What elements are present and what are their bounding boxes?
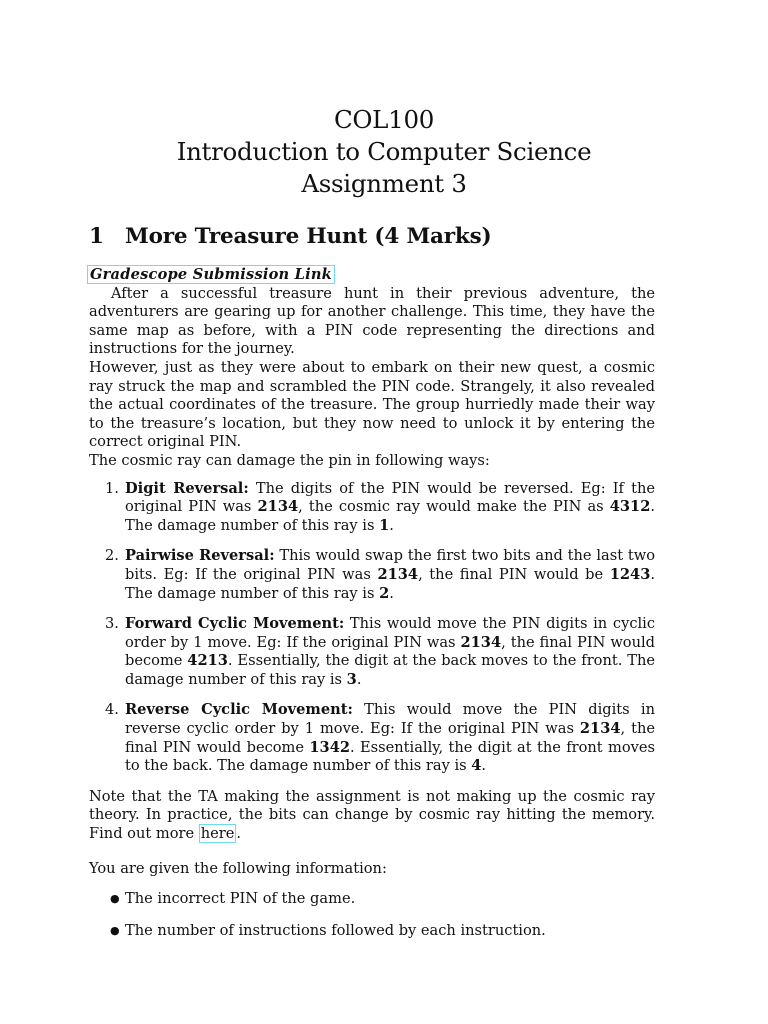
list-item	[89, 547, 655, 603]
item-text: This would move the PIN digits in cyclic order by 1 move. Eg: If the original PIN was	[125, 615, 655, 651]
item-bold: 3	[346, 670, 357, 688]
item-text: . The damage number of this ray is	[125, 565, 655, 602]
item-number: 4.	[105, 701, 119, 719]
list-item	[89, 890, 655, 909]
item-bold: 2134	[460, 633, 502, 651]
item-text: .	[389, 584, 394, 602]
item-text: , the final PIN would become	[125, 720, 655, 756]
here-link[interactable]: here	[200, 825, 235, 843]
item-bold: 2134	[257, 498, 299, 516]
item-text: .	[389, 516, 394, 534]
item-bold: 4312	[609, 498, 651, 516]
item-bold: 1	[379, 516, 390, 534]
item-text: , the cosmic ray would make the PIN as	[298, 498, 610, 516]
note-paragraph	[89, 788, 655, 844]
item-text: .	[356, 670, 362, 688]
bullet-icon: ●	[110, 892, 120, 906]
title-block	[0, 104, 768, 200]
item-number: 3.	[105, 615, 119, 633]
item-number: 1.	[105, 479, 119, 497]
note-text: Note that the TA making the assignment is not making up the cosmic ray theory. In practice, the bits can change by cosmic ray hitting the memory. Find out more	[89, 787, 655, 843]
bullet-icon: ●	[110, 923, 120, 937]
given-intro: You are given the following information:	[89, 859, 387, 877]
item-bold: 2134	[377, 565, 419, 583]
problem-paragraph: However, just as they were about to embark on their new quest, a cosmic ray struck the map and scrambled the PIN code. Strangely, it also revealed the actual coordinates of the treasure. The group hurriedly made their way to the treasure’s location, but they now need to unlock it by entering the correct original PIN.	[89, 358, 655, 451]
item-bold: 1342	[309, 738, 351, 756]
item-bold: 2	[379, 584, 390, 602]
item-label: Forward Cyclic Movement:	[125, 615, 345, 633]
course-name: Introduction to Computer Science	[176, 137, 592, 166]
item-bold: 4	[471, 757, 482, 775]
section-heading	[89, 224, 491, 249]
damage-list	[89, 480, 655, 776]
bullet-text: The incorrect PIN of the game.	[125, 890, 356, 908]
item-label: Pairwise Reversal:	[125, 547, 275, 565]
item-text: , the final PIN would become	[125, 633, 655, 670]
item-text: . Essentially, the digit at the front moves to the back. The damage number of this ray is	[125, 738, 655, 775]
item-text: . Essentially, the digit at the back moves to the front. The damage number of this ray is	[125, 652, 655, 688]
bullet-text: The number of instructions followed by each instruction.	[125, 921, 546, 939]
course-code: COL100	[333, 105, 435, 134]
list-item	[89, 615, 655, 689]
item-text: The digits of the PIN would be reversed. Eg: If the original PIN was	[125, 479, 655, 516]
section-title: More Treasure Hunt (4 Marks)	[125, 224, 492, 249]
list-item	[89, 922, 655, 941]
item-label: Digit Reversal:	[125, 479, 249, 497]
damage-intro: The cosmic ray can damage the pin in following ways:	[89, 451, 490, 469]
item-text: .	[481, 757, 487, 775]
given-list	[89, 890, 655, 940]
item-label: Reverse Cyclic Movement:	[125, 701, 353, 719]
section-content	[89, 265, 655, 953]
item-text: This would move the PIN digits in reverse cyclic order by 1 move. Eg: If the original PIN was	[125, 701, 655, 738]
item-number: 2.	[105, 547, 119, 565]
item-text: . The damage number of this ray is	[125, 498, 655, 534]
assignment-title: Assignment 3	[301, 169, 467, 198]
intro-paragraph: After a successful treasure hunt in their previous adventure, the adventurers are gearing up for another challenge. This time, they have the same map as before, with a PIN code representing the directions and instructions for the journey.	[89, 284, 655, 358]
item-bold: 2134	[579, 720, 621, 738]
gradescope-link[interactable]: Gradescope Submission Link	[87, 265, 335, 284]
item-text: , the final PIN would be	[418, 565, 610, 583]
list-item	[89, 701, 655, 775]
list-item	[89, 480, 655, 536]
item-text: This would swap the first two bits and the last two bits. Eg: If the original PIN was	[125, 547, 655, 583]
item-bold: 1243	[609, 565, 651, 583]
note-end: .	[236, 825, 242, 843]
item-bold: 4213	[187, 652, 228, 670]
section-number: 1	[89, 224, 104, 249]
